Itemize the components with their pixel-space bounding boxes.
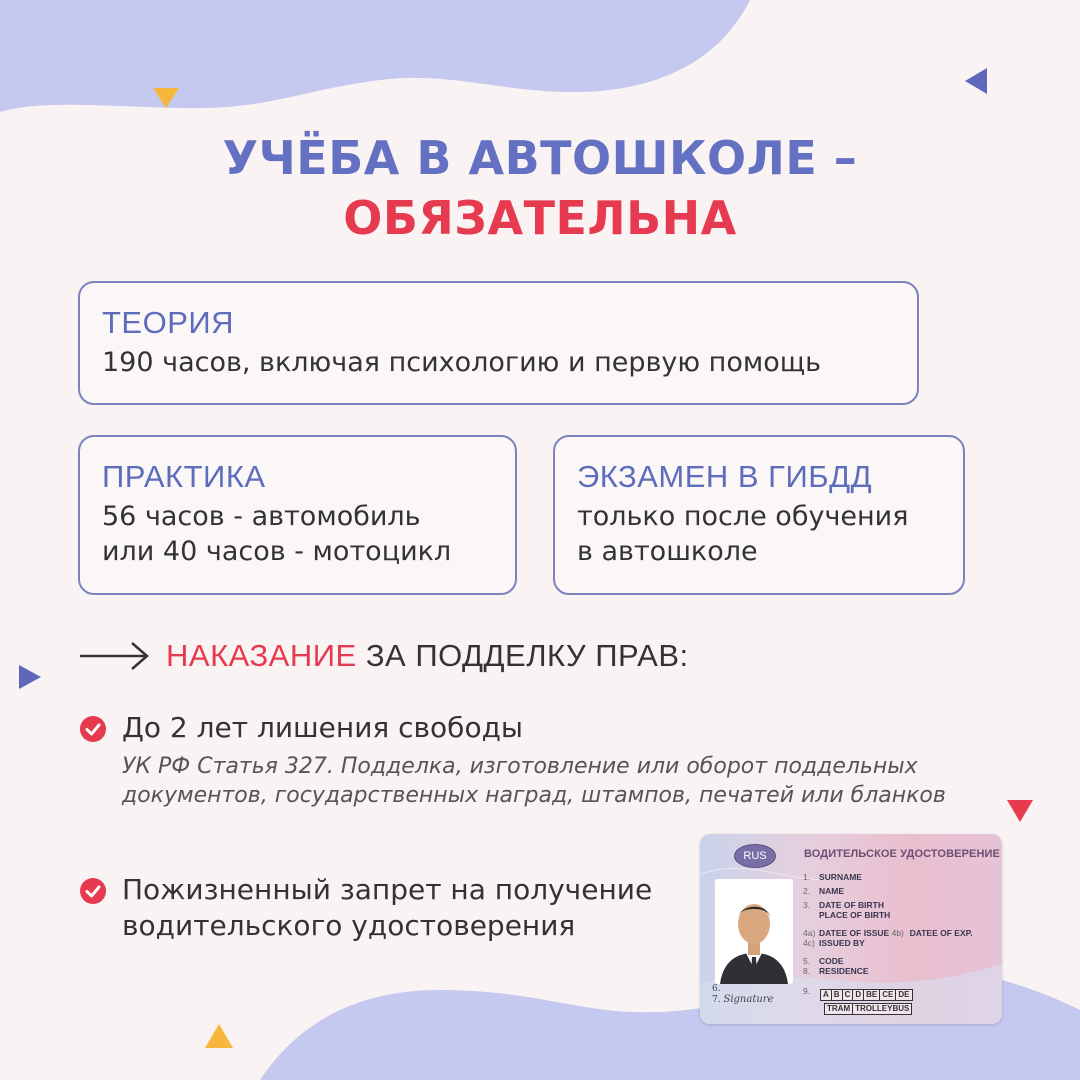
practice-line-2: или 40 часов - мотоцикл (102, 536, 452, 567)
exam-card (553, 435, 965, 595)
penalty-item-line-1: Пожизненный запрет на получение (122, 873, 653, 906)
license-field: 3. DATE OF BIRTH (803, 900, 885, 910)
exam-line-2: в автошколе (577, 536, 758, 567)
license-signature: 6. 7. Signature (712, 984, 774, 1005)
license-field: 2. NAME (803, 886, 845, 896)
practice-card-body (102, 499, 493, 569)
practice-card-title: ПРАКТИКА (102, 459, 266, 494)
practice-line-1: 56 часов - автомобиль (102, 501, 421, 532)
triangle-blue-left-icon (18, 664, 44, 690)
title-line-2: ОБЯЗАТЕЛЬНА (343, 191, 737, 245)
check-circle-icon (80, 716, 106, 742)
penalty-heading-rest: ЗА ПОДДЕЛКУ ПРАВ: (356, 638, 689, 673)
license-field: 4c) ISSUED BY (803, 938, 865, 948)
penalty-item-note: УК РФ Статья 327. Подделка, изготовление или оборот поддельных документов, государственных наград, штампов, печатей или бланков (122, 754, 946, 808)
exam-line-1: только после обучения (577, 501, 909, 532)
license-field: 1. SURNAME (803, 872, 862, 882)
license-field: PLACE OF BIRTH (819, 910, 891, 920)
penalty-item-main (122, 872, 652, 944)
license-categories: A B C D BE CE DE TRAM TROLLEYBUS (820, 989, 912, 1015)
triangle-yellow-bottom-icon (205, 1024, 233, 1050)
triangle-blue-top-right-icon (963, 68, 989, 96)
penalty-item (80, 710, 982, 810)
theory-card-title: ТЕОРИЯ (102, 305, 235, 340)
penalty-heading (80, 634, 689, 678)
penalty-item-main: До 2 лет лишения свободы (122, 711, 524, 744)
page-title (0, 128, 1080, 248)
exam-card-body (577, 499, 941, 569)
exam-card-title: ЭКЗАМЕН В ГИБДД (577, 459, 873, 494)
person-avatar-icon (715, 879, 793, 984)
penalty-heading-red: НАКАЗАНИЕ (166, 638, 357, 673)
license-field: 8. RESIDENCE (803, 966, 869, 976)
driver-license-image (700, 834, 1002, 1024)
practice-card (78, 435, 517, 595)
theory-card-body: 190 часов, включая психологию и первую помощь (102, 347, 822, 378)
license-heading: ВОДИТЕЛЬСКОЕ УДОСТОВЕРЕНИЕ (804, 848, 1000, 860)
triangle-red-right-icon (1007, 800, 1033, 824)
check-circle-icon (80, 878, 106, 904)
title-line-1: УЧЁБА В АВТОШКОЛЕ – (222, 131, 858, 185)
license-photo (715, 879, 793, 984)
penalty-heading-text (166, 638, 689, 674)
license-field: 5. CODE (803, 956, 844, 966)
license-country-badge: RUS (734, 844, 776, 868)
license-field: 4a) DATEE OF ISSUE 4b) DATEE OF EXP. (803, 928, 973, 938)
arrow-right-icon (80, 641, 150, 671)
theory-card (78, 281, 919, 405)
penalty-item-line-2: водительского удостоверения (122, 909, 576, 942)
license-field: 9. (803, 986, 811, 996)
penalty-item (80, 872, 652, 944)
triangle-yellow-top-icon (153, 88, 179, 110)
